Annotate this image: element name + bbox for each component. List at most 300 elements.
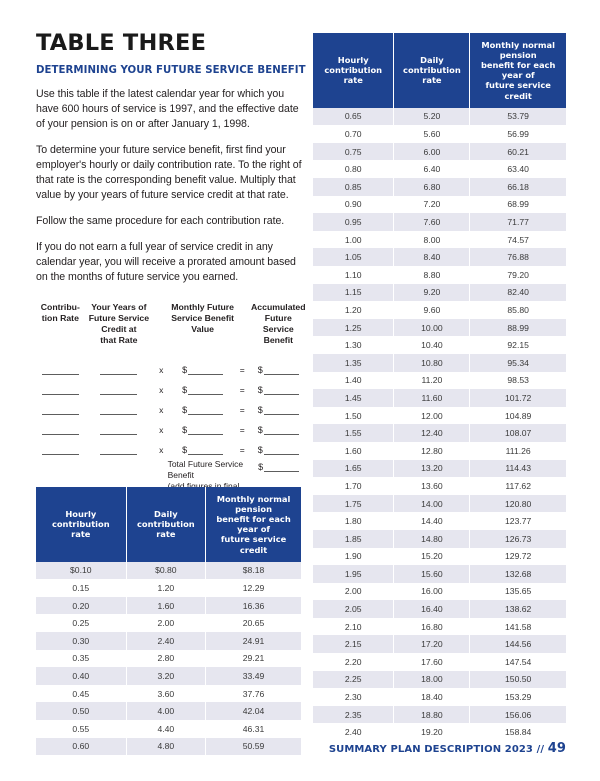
cell-daily-rate: 11.20	[394, 372, 470, 390]
cell-hourly-rate: 1.90	[313, 548, 394, 566]
table-row	[313, 565, 566, 583]
worksheet-years-blank[interactable]	[85, 414, 153, 415]
cell-daily-rate: 10.40	[394, 336, 470, 354]
cell-monthly-benefit: 37.76	[206, 685, 301, 703]
cell-hourly-rate: 0.15	[36, 579, 126, 597]
table-row	[36, 632, 301, 650]
worksheet-contribution-rate-blank[interactable]	[36, 374, 85, 375]
table-row	[313, 477, 566, 495]
cell-daily-rate: 10.80	[394, 354, 470, 372]
cell-hourly-rate: 1.35	[313, 354, 394, 372]
table-row	[313, 512, 566, 530]
cell-daily-rate: 19.20	[394, 723, 470, 741]
cell-monthly-benefit: 147.54	[470, 653, 566, 671]
blank-line[interactable]	[188, 394, 223, 395]
table-row	[313, 389, 566, 407]
table-head-left	[36, 487, 301, 562]
cell-hourly-rate: 2.10	[313, 618, 394, 636]
cell-monthly-benefit: 71.77	[470, 213, 566, 231]
worksheet-equals-operator: =	[239, 425, 245, 436]
blank-line[interactable]	[100, 414, 137, 415]
section-subtitle: DETERMINING YOUR FUTURE SERVICE BENEFIT	[36, 64, 306, 76]
cell-hourly-rate: 0.25	[36, 614, 126, 632]
cell-monthly-benefit: 76.88	[470, 248, 566, 266]
col-header-benefit-l1: Monthly normal pension	[216, 494, 291, 515]
column-header-daily-rate	[126, 487, 206, 562]
cell-hourly-rate: 0.80	[313, 160, 394, 178]
currency-symbol: $	[258, 462, 264, 473]
worksheet-multiply-operator: x	[159, 425, 164, 436]
table-row	[313, 143, 566, 161]
blank-line[interactable]	[264, 374, 299, 375]
table-row	[313, 248, 566, 266]
footer-title: SUMMARY PLAN DESCRIPTION 2023	[328, 744, 533, 755]
cell-monthly-benefit: 111.26	[470, 442, 566, 460]
table-row	[36, 667, 301, 685]
worksheet-equals-operator: =	[239, 405, 245, 416]
cell-monthly-benefit: 117.62	[470, 477, 566, 495]
blank-line[interactable]	[100, 394, 137, 395]
worksheet-header-years-l3: Credit at	[101, 323, 137, 334]
worksheet-header-monthly-l3: Value	[191, 323, 214, 334]
footer-separator: //	[536, 744, 545, 755]
cell-monthly-benefit: 24.91	[206, 632, 301, 650]
table-row	[313, 688, 566, 706]
worksheet-header-row	[36, 302, 308, 345]
blank-line[interactable]	[42, 414, 79, 415]
worksheet-years-blank[interactable]	[85, 454, 153, 455]
cell-monthly-benefit: 63.40	[470, 160, 566, 178]
table-row	[313, 460, 566, 478]
col-header-daily-l2: contribution	[403, 65, 461, 76]
worksheet-row	[36, 435, 308, 455]
table-body-right	[313, 108, 566, 741]
worksheet-accumulated-blank[interactable]	[249, 425, 308, 435]
blank-line[interactable]	[264, 471, 299, 472]
col-header-hourly-l3: rate	[71, 529, 91, 540]
table-row	[313, 548, 566, 566]
intro-paragraph-1: Use this table if the latest calendar year for which you have 600 hours of service is 1997, and the effective date of your pension is on or after January 1, 1998.	[36, 87, 299, 130]
cell-monthly-benefit: 95.34	[470, 354, 566, 372]
cell-hourly-rate: 1.65	[313, 460, 394, 478]
cell-hourly-rate: 1.80	[313, 512, 394, 530]
cell-hourly-rate: 1.55	[313, 424, 394, 442]
cell-monthly-benefit: 120.80	[470, 495, 566, 513]
cell-hourly-rate: 1.75	[313, 495, 394, 513]
blank-line[interactable]	[188, 374, 223, 375]
cell-daily-rate: 17.20	[394, 635, 470, 653]
table-row	[36, 650, 301, 668]
table-row	[313, 231, 566, 249]
cell-hourly-rate: 2.25	[313, 671, 394, 689]
currency-symbol: $	[182, 445, 188, 456]
cell-monthly-benefit: 50.59	[206, 738, 301, 756]
intro-paragraph-3: Follow the same procedure for each contribution rate.	[36, 215, 285, 228]
page-title: TABLE THREE	[36, 30, 207, 56]
worksheet-header-contribution-rate	[36, 302, 85, 324]
worksheet-monthly-value-blank[interactable]	[169, 445, 236, 455]
cell-daily-rate: 4.40	[126, 720, 206, 738]
cell-hourly-rate: 2.40	[313, 723, 394, 741]
cell-daily-rate: 9.60	[394, 301, 470, 319]
cell-hourly-rate: 0.60	[36, 738, 126, 756]
cell-monthly-benefit: 135.65	[470, 583, 566, 601]
cell-hourly-rate: 2.20	[313, 653, 394, 671]
worksheet-years-blank[interactable]	[85, 394, 153, 395]
contribution-rate-table-left	[36, 487, 301, 755]
worksheet-contribution-rate-blank[interactable]	[36, 434, 85, 435]
cell-daily-rate: 8.00	[394, 231, 470, 249]
cell-daily-rate: 16.40	[394, 600, 470, 618]
cell-daily-rate: 12.80	[394, 442, 470, 460]
cell-hourly-rate: 1.70	[313, 477, 394, 495]
table-row	[313, 424, 566, 442]
cell-daily-rate: 17.60	[394, 653, 470, 671]
table-row	[313, 108, 566, 126]
cell-daily-rate: 5.20	[394, 108, 470, 126]
worksheet-header-monthly-l2: Service Benefit	[171, 312, 235, 323]
currency-symbol: $	[257, 365, 263, 376]
worksheet-header-accum-l1: Accumulated	[251, 302, 306, 313]
cell-daily-rate: 15.20	[394, 548, 470, 566]
blank-line[interactable]	[264, 414, 299, 415]
cell-monthly-benefit: 29.21	[206, 650, 301, 668]
table-row	[313, 319, 566, 337]
col-header-benefit-l3: future service credit	[220, 534, 287, 555]
worksheet-accumulated-blank[interactable]	[249, 365, 308, 375]
table-row	[36, 614, 301, 632]
table-row	[313, 706, 566, 724]
cell-daily-rate: 12.00	[394, 407, 470, 425]
cell-hourly-rate: 1.05	[313, 248, 394, 266]
cell-daily-rate: 10.00	[394, 319, 470, 337]
cell-hourly-rate: 0.45	[36, 685, 126, 703]
table-row	[313, 583, 566, 601]
table-row	[313, 284, 566, 302]
cell-daily-rate: 14.00	[394, 495, 470, 513]
worksheet-total-label-line1: Total Future Service Benefit	[167, 459, 244, 481]
cell-monthly-benefit: 20.65	[206, 614, 301, 632]
table-row	[313, 653, 566, 671]
cell-daily-rate: 2.40	[126, 632, 206, 650]
cell-daily-rate: 6.80	[394, 178, 470, 196]
blank-line[interactable]	[100, 454, 137, 455]
table-row	[313, 495, 566, 513]
worksheet-header-years-of-service	[85, 302, 153, 345]
worksheet-monthly-value-blank[interactable]	[169, 365, 236, 375]
cell-hourly-rate: 1.45	[313, 389, 394, 407]
cell-hourly-rate: 0.30	[36, 632, 126, 650]
worksheet-contribution-rate-blank[interactable]	[36, 454, 85, 455]
cell-hourly-rate: 0.65	[313, 108, 394, 126]
cell-monthly-benefit: 156.06	[470, 706, 566, 724]
cell-monthly-benefit: 123.77	[470, 512, 566, 530]
blank-line[interactable]	[42, 434, 79, 435]
table-row	[313, 178, 566, 196]
cell-monthly-benefit: 104.89	[470, 407, 566, 425]
blank-line[interactable]	[264, 394, 299, 395]
table-row	[313, 618, 566, 636]
cell-daily-rate: 1.60	[126, 597, 206, 615]
cell-monthly-benefit: 46.31	[206, 720, 301, 738]
column-header-hourly-rate	[313, 33, 394, 108]
cell-monthly-benefit: 158.84	[470, 723, 566, 741]
intro-paragraph-4: If you do not earn a full year of service credit in any calendar year, you will receive a prorated amount based on the months of future service you earned.	[36, 241, 296, 284]
cell-hourly-rate: 1.85	[313, 530, 394, 548]
worksheet-header-accum-l3: Benefit	[263, 334, 294, 345]
cell-hourly-rate: 0.90	[313, 196, 394, 214]
blank-line[interactable]	[42, 454, 79, 455]
cell-monthly-benefit: 68.99	[470, 196, 566, 214]
col-header-daily-l3: rate	[422, 75, 442, 86]
cell-monthly-benefit: 74.57	[470, 231, 566, 249]
currency-symbol: $	[257, 445, 263, 456]
table-row	[313, 213, 566, 231]
col-header-benefit-l1: Monthly normal pension	[481, 40, 555, 61]
table-row	[313, 266, 566, 284]
column-header-monthly-benefit	[206, 487, 301, 562]
blank-line[interactable]	[42, 394, 79, 395]
table-row	[36, 738, 301, 756]
table-row	[313, 336, 566, 354]
col-header-benefit-l3: future service credit	[485, 80, 551, 101]
table-row	[313, 407, 566, 425]
cell-hourly-rate: 0.85	[313, 178, 394, 196]
cell-daily-rate: 3.60	[126, 685, 206, 703]
worksheet-row	[36, 415, 308, 435]
cell-hourly-rate: 1.30	[313, 336, 394, 354]
cell-monthly-benefit: 88.99	[470, 319, 566, 337]
cell-hourly-rate: 0.50	[36, 702, 126, 720]
cell-hourly-rate: 0.35	[36, 650, 126, 668]
cell-monthly-benefit: 153.29	[470, 688, 566, 706]
worksheet-accumulated-blank[interactable]	[249, 445, 308, 455]
worksheet-row	[36, 355, 308, 375]
table-row	[313, 372, 566, 390]
column-header-daily-rate	[394, 33, 470, 108]
table-row	[36, 720, 301, 738]
table-row	[36, 562, 301, 580]
cell-monthly-benefit: 114.43	[470, 460, 566, 478]
blank-line[interactable]	[264, 454, 299, 455]
col-header-hourly-l2: contribution	[51, 519, 110, 530]
worksheet-contribution-rate-blank[interactable]	[36, 414, 85, 415]
col-header-hourly-l1: Hourly	[65, 509, 97, 520]
contribution-rate-table-right-grid	[313, 33, 566, 741]
worksheet-entry-rows	[36, 355, 308, 455]
worksheet-header-contribution-rate-l2: tion Rate	[41, 312, 79, 323]
currency-symbol: $	[182, 365, 188, 376]
cell-hourly-rate: 0.75	[313, 143, 394, 161]
table-row	[313, 635, 566, 653]
cell-daily-rate: 13.20	[394, 460, 470, 478]
cell-daily-rate: 8.40	[394, 248, 470, 266]
cell-monthly-benefit: 144.56	[470, 635, 566, 653]
cell-daily-rate: 1.20	[126, 579, 206, 597]
cell-hourly-rate: 1.95	[313, 565, 394, 583]
cell-monthly-benefit: 79.20	[470, 266, 566, 284]
cell-monthly-benefit: 101.72	[470, 389, 566, 407]
worksheet-accumulated-blank[interactable]	[249, 405, 308, 415]
table-row	[36, 579, 301, 597]
worksheet-header-contribution-rate-l1: Contribu-	[40, 302, 80, 313]
cell-monthly-benefit: 85.80	[470, 301, 566, 319]
cell-hourly-rate: $0.10	[36, 562, 126, 580]
cell-hourly-rate: 1.00	[313, 231, 394, 249]
cell-daily-rate: 2.80	[126, 650, 206, 668]
worksheet-header-accumulated-benefit	[249, 302, 308, 345]
cell-daily-rate: 8.80	[394, 266, 470, 284]
table-header-row	[313, 33, 566, 108]
cell-daily-rate: 18.80	[394, 706, 470, 724]
table-head-right	[313, 33, 566, 108]
cell-hourly-rate: 0.20	[36, 597, 126, 615]
cell-monthly-benefit: 42.04	[206, 702, 301, 720]
table-row	[36, 597, 301, 615]
cell-monthly-benefit: 60.21	[470, 143, 566, 161]
cell-monthly-benefit: 33.49	[206, 667, 301, 685]
worksheet-multiply-operator: x	[159, 365, 164, 376]
cell-hourly-rate: 2.35	[313, 706, 394, 724]
currency-symbol: $	[257, 405, 263, 416]
cell-monthly-benefit: 12.29	[206, 579, 301, 597]
cell-daily-rate: 2.00	[126, 614, 206, 632]
cell-hourly-rate: 2.30	[313, 688, 394, 706]
cell-hourly-rate: 1.20	[313, 301, 394, 319]
column-header-monthly-benefit	[470, 33, 566, 108]
cell-daily-rate: 6.40	[394, 160, 470, 178]
table-row	[313, 442, 566, 460]
cell-monthly-benefit: 108.07	[470, 424, 566, 442]
col-header-hourly-l3: rate	[343, 75, 363, 86]
col-header-daily-l3: rate	[156, 529, 176, 540]
column-header-hourly-rate	[36, 487, 126, 562]
cell-hourly-rate: 0.70	[313, 125, 394, 143]
worksheet-multiply-operator: x	[159, 385, 164, 396]
worksheet-header-accum-l2: Future Service	[262, 312, 294, 334]
table-row	[313, 354, 566, 372]
worksheet-header-monthly-l1: Monthly Future	[171, 302, 234, 313]
cell-daily-rate: 14.40	[394, 512, 470, 530]
blank-line[interactable]	[188, 454, 223, 455]
worksheet-accumulated-blank[interactable]	[249, 385, 308, 395]
worksheet-contribution-rate-blank[interactable]	[36, 394, 85, 395]
cell-daily-rate: 7.60	[394, 213, 470, 231]
worksheet-monthly-value-blank[interactable]	[169, 425, 236, 435]
blank-line[interactable]	[264, 434, 299, 435]
blank-line[interactable]	[188, 414, 223, 415]
worksheet-equals-operator: =	[239, 365, 245, 376]
worksheet-multiply-operator: x	[159, 405, 164, 416]
blank-line[interactable]	[42, 374, 79, 375]
cell-daily-rate: 16.00	[394, 583, 470, 601]
worksheet-header-years-l4: that Rate	[100, 334, 138, 345]
worksheet-years-blank[interactable]	[85, 434, 153, 435]
cell-daily-rate: 9.20	[394, 284, 470, 302]
worksheet-row	[36, 395, 308, 415]
cell-monthly-benefit: 138.62	[470, 600, 566, 618]
cell-daily-rate: 3.20	[126, 667, 206, 685]
cell-hourly-rate: 2.05	[313, 600, 394, 618]
intro-paragraph-2: To determine your future service benefit, first find your employer's hourly or daily contribution rate. To the right of that rate is the corresponding benefit value. Multiply that value by your years of future service credit at that rate.	[36, 143, 302, 202]
cell-monthly-benefit: 16.36	[206, 597, 301, 615]
worksheet-total-value-blank[interactable]	[249, 459, 308, 472]
cell-hourly-rate: 0.55	[36, 720, 126, 738]
cell-hourly-rate: 1.60	[313, 442, 394, 460]
currency-symbol: $	[257, 425, 263, 436]
blank-line[interactable]	[100, 434, 137, 435]
cell-hourly-rate: 2.00	[313, 583, 394, 601]
table-row	[313, 600, 566, 618]
table-row	[313, 530, 566, 548]
worksheet-monthly-value-blank[interactable]	[169, 385, 236, 395]
cell-hourly-rate: 1.40	[313, 372, 394, 390]
worksheet-header-years-l1: Your Years of	[91, 302, 147, 313]
worksheet-row	[36, 375, 308, 395]
cell-daily-rate: 15.60	[394, 565, 470, 583]
col-header-benefit-l2: benefit for each year of	[480, 60, 556, 81]
cell-monthly-benefit: 82.40	[470, 284, 566, 302]
cell-monthly-benefit: 98.53	[470, 372, 566, 390]
table-row	[313, 196, 566, 214]
contribution-rate-table-left-grid	[36, 487, 301, 755]
cell-monthly-benefit: 53.79	[470, 108, 566, 126]
worksheet-multiply-operator: x	[159, 445, 164, 456]
worksheet-monthly-value-blank[interactable]	[169, 405, 236, 415]
table-row	[36, 702, 301, 720]
table-body-left	[36, 562, 301, 756]
cell-daily-rate: 16.80	[394, 618, 470, 636]
cell-daily-rate: 11.60	[394, 389, 470, 407]
cell-daily-rate: 12.40	[394, 424, 470, 442]
table-row	[313, 723, 566, 741]
cell-daily-rate: 5.60	[394, 125, 470, 143]
cell-monthly-benefit: $8.18	[206, 562, 301, 580]
table-header-row	[36, 487, 301, 562]
col-header-daily-l1: Daily	[420, 55, 444, 66]
worksheet-equals-operator: =	[239, 385, 245, 396]
blank-line[interactable]	[188, 434, 223, 435]
cell-hourly-rate: 1.10	[313, 266, 394, 284]
col-header-daily-l1: Daily	[154, 509, 178, 520]
cell-monthly-benefit: 141.58	[470, 618, 566, 636]
cell-monthly-benefit: 150.50	[470, 671, 566, 689]
table-row	[313, 125, 566, 143]
col-header-benefit-l2: benefit for each year of	[216, 514, 291, 535]
cell-daily-rate: 6.00	[394, 143, 470, 161]
cell-hourly-rate: 1.15	[313, 284, 394, 302]
cell-daily-rate: $0.80	[126, 562, 206, 580]
cell-hourly-rate: 2.15	[313, 635, 394, 653]
left-column	[36, 32, 308, 503]
worksheet-years-blank[interactable]	[85, 374, 153, 375]
footer-page-number: 49	[547, 741, 566, 756]
cell-daily-rate: 18.00	[394, 671, 470, 689]
cell-hourly-rate: 0.95	[313, 213, 394, 231]
cell-monthly-benefit: 56.99	[470, 125, 566, 143]
cell-monthly-benefit: 132.68	[470, 565, 566, 583]
table-row	[36, 685, 301, 703]
col-header-hourly-l2: contribution	[324, 65, 383, 76]
cell-hourly-rate: 1.25	[313, 319, 394, 337]
cell-monthly-benefit: 129.72	[470, 548, 566, 566]
col-header-hourly-l1: Hourly	[337, 55, 369, 66]
currency-symbol: $	[257, 385, 263, 396]
currency-symbol: $	[182, 405, 188, 416]
currency-symbol: $	[182, 425, 188, 436]
cell-hourly-rate: 1.50	[313, 407, 394, 425]
blank-line[interactable]	[100, 374, 137, 375]
